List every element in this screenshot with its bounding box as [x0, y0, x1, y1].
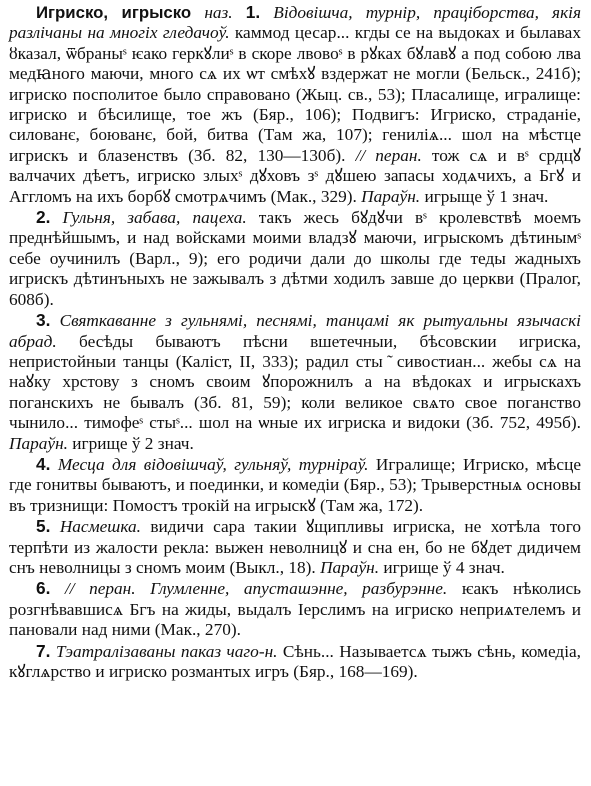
compare-label: Параўн. [9, 433, 68, 453]
sense-2 [9, 207, 581, 310]
sense-quotations: бесѣды бываютъ пѣсни вшетечныи, бѣсовскии игриска, непристойныи танцы (Каліст, II, 333); радил сты ̃ сивостиан... жебы сѧ на наꙋку хрстову з сномъ своим ꙋпорожнилъ а на вѣдоках и игрыскахъ поганскихъ не бывалъ (Зб. 81, 59); коли великое свѧто свое поганство чынило... тимофеˢ стыˢ... шол на ѡные их игриска и видоки (Зб. 752, 495б). [9, 331, 581, 433]
sense-5 [9, 516, 581, 578]
sense-definition: Тэатралізаваны паказ чаго-н. [55, 641, 278, 661]
sense-quotations: тож сѧ и вˢ срдцꙋ валчачих дѣетъ, игриско злыхˢ дꙋховъ зˢ дꙋшею запасы ходѧчихъ, а Бгꙋ и Аггломъ на ихъ борбꙋ смотрѧчимъ (Мак., 329). [9, 145, 581, 206]
sense-definition: Месца для відовішчаў, гульняў, турніраў. [57, 454, 369, 474]
sense-1 [9, 2, 581, 207]
sense-quotations: видичи сара такии ꙋщипливы игриска, не хотѣла того терпѣти из жалости рекла: выжен неволницꙋ и сна ен, бо не бꙋдет дидичем снъ неволницы з сномъ моим (Выкл., 18). [9, 517, 581, 577]
compare-label: Параўн. [361, 186, 421, 206]
sense-quotations: такъ жесь бꙋдꙋчи вˢ кролевствѣ моемъ преднѣйшымъ, и над войсками моими владзꙋ маючи, игрыскомъ дѣтинымˢ себе оучинилъ (Варл., 9); его родичи дали до школы где теды жадныхъ игрискъ дѣтинъныхъ не зажывалъ з дѣтми ходилъ завше до церкви (Пралог, 608б). [9, 208, 581, 309]
sense-number: 4. [36, 453, 51, 474]
sense-number: 2. [36, 207, 51, 228]
sense-quotations: Сѣнь... Называетсѧ тыжъ сѣнь, комедіа, кꙋглѧрство и игриско розмантых игръ (Бяр., 168—169). [9, 641, 581, 681]
sense-number: 6. [36, 578, 51, 599]
sense-number: 3. [36, 310, 51, 331]
sense-4 [9, 454, 581, 516]
figurative-mark: // перан. [355, 145, 422, 165]
sense-7 [9, 641, 581, 683]
sense-number: 5. [36, 516, 51, 537]
compare-reference: игрыще ў 1 знач. [424, 186, 549, 206]
sense-definition: Відовішча, турнір, праціборства, якія разлічаны на многіх гледачоў. [9, 3, 582, 43]
sense-quotations: каммод цесар... кгды се на выдоках и былавах ȣказал, ѿбраныˢ ѥако геркꙋлиˢ в скоре лвовоˢ в рꙋках бꙋлавꙋ а под собою лва медꙗного маючи, много сѧ их ѡт смѣхꙋ вздержат не могли (Бельск., 241б); игриско посполитое было справовано (Жыц. св., 53); Пласалище, игралище: игриско и бѣсилище, тое жъ (Бяр., 106); Подвигъ: Игриско, страданіе, силованє, боюванє, бой, битва (Там жа, 107); гениліѧ... шол на мѣстце игрискъ и блазенствъ (Зб. 82, 130—130б). [9, 23, 581, 165]
sense-number: 7. [36, 640, 51, 661]
sense-definition: Гульня, забава, пацеха. [62, 208, 247, 228]
sense-quotations: Игралище; Игриско, мѣсце где гонитвы бываютъ, и поединки, и комедіи (Бяр., 53); Трыверстныѧ основы въ тризнищи: Помостъ трокій на игрыскꙋ (Там жа, 172). [9, 454, 581, 515]
compare-reference: игрище ў 4 знач. [383, 557, 505, 577]
compare-reference: игрище ў 2 знач. [72, 433, 194, 453]
part-of-speech: наз. [204, 3, 233, 22]
headword: Игриско, игрыско [36, 3, 192, 22]
sense-definition: Насмешка. [59, 517, 141, 537]
figurative-mark: // перан. [64, 579, 136, 599]
compare-label: Параўн. [320, 557, 380, 577]
sense-number: 1. [245, 2, 261, 22]
sense-3 [9, 310, 581, 454]
sense-definition: Глумленне, апусташэнне, разбурэнне. [150, 579, 448, 599]
sense-quotations: ѥакъ нѣколись розгнѣвавшисѧ Бгъ на жиды, выдалъ Іерслимъ на игриско неприѧтелемъ и пановали над ними (Мак., 270). [9, 579, 581, 640]
sense-definition: Святкаванне з гульнямі, песнямі, танцамі як рытуальны язычаскі абрад. [9, 311, 581, 351]
sense-6 [9, 578, 581, 640]
